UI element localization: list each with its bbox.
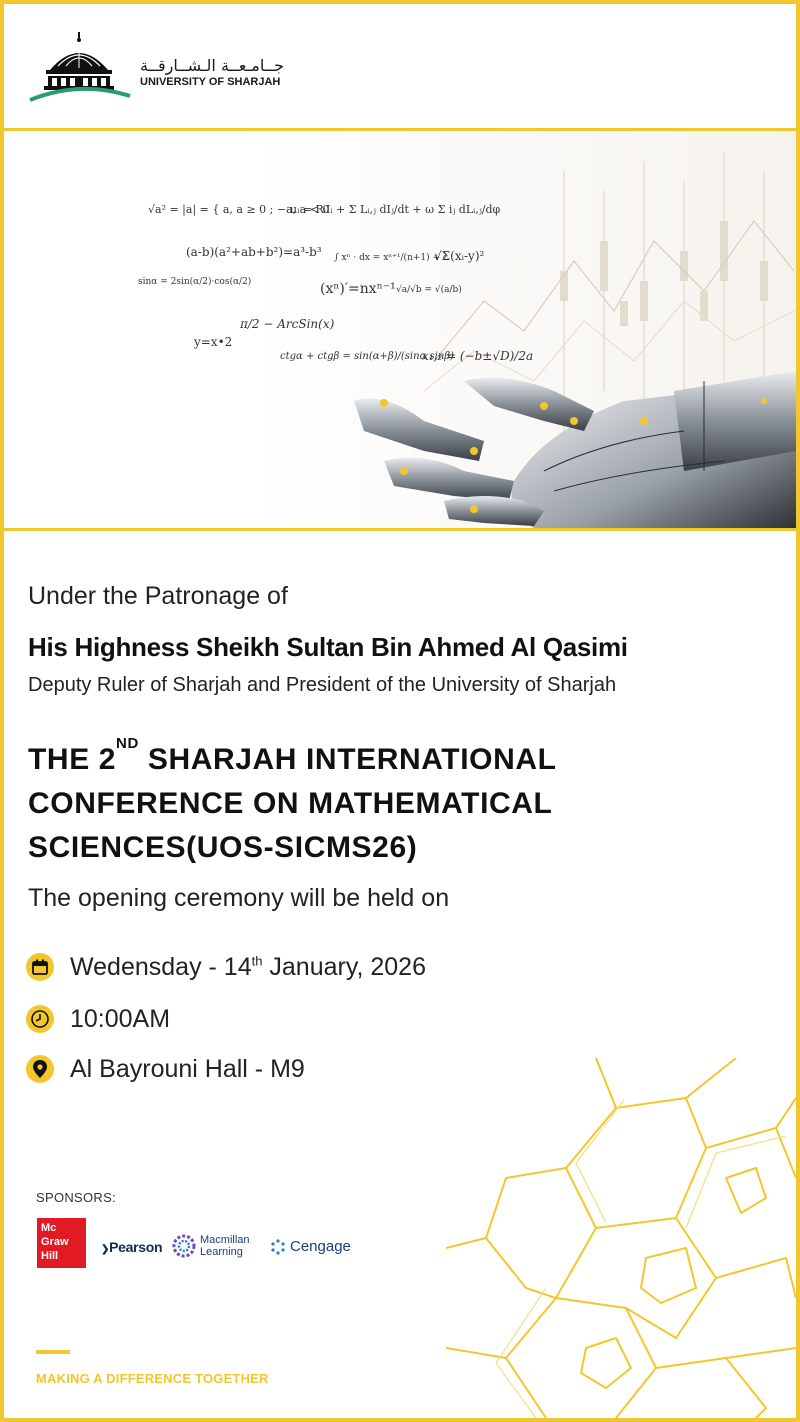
conference-title-line-2: CONFERENCE ON MATHEMATICAL [28, 787, 553, 820]
formula: sinα = 2sin(α/2)·cos(α/2) [138, 277, 252, 287]
formula: y=x•2 [194, 335, 233, 349]
opening-ceremony-text: The opening ceremony will be held on [28, 884, 450, 912]
conference-title-line-3: SCIENCES(UOS-SICMS26) [28, 831, 418, 864]
geometric-pattern [446, 1058, 796, 1418]
macmillan-learning-logo: Macmillan Learning [172, 1234, 250, 1258]
formula: uᵢ = RᵢIᵢ + Σ Lᵢ,ⱼ dIⱼ/dt + ω Σ iⱼ dLᵢ,ⱼ/dφ [290, 203, 501, 216]
event-date: Wedensday - 14th January, 2026 [70, 952, 426, 981]
event-location: Al Bayrouni Hall - M9 [70, 1054, 305, 1083]
university-dome-logo [28, 30, 132, 104]
event-time: 10:00AM [70, 1004, 171, 1033]
pearson-logo: ❯Pearson [101, 1239, 163, 1255]
footer-tagline: MAKING A DIFFERENCE TOGETHER [36, 1371, 269, 1386]
conference-title [28, 735, 708, 870]
calendar-icon [26, 953, 54, 981]
conference-title-line-1: THE 2ND SHARJAH INTERNATIONAL [28, 735, 557, 776]
formula: √Σ(xᵢ-y)² [434, 249, 485, 263]
tagline-accent-bar [36, 1350, 70, 1354]
sponsors-label: SPONSORS: [36, 1190, 116, 1205]
cengage-dots-icon [270, 1239, 286, 1255]
event-date-row [26, 952, 426, 982]
formula: √a/√b = √(a/b) [396, 285, 462, 295]
patron-title: Deputy Ruler of Sharjah and President of the University of Sharjah [28, 674, 617, 696]
patron-name: His Highness Sheikh Sultan Bin Ahmed Al Qasimi [28, 632, 628, 662]
university-name-english: UNIVERSITY OF SHARJAH [140, 76, 281, 88]
formula: π/2 − ArcSin(x) [240, 317, 335, 331]
clock-icon [26, 1005, 54, 1033]
university-name-arabic: جــامـعــة الـشــارقــة [140, 56, 285, 75]
bottom-border [0, 1418, 800, 1422]
formula: (xⁿ)′=nxⁿ⁻¹ [320, 281, 396, 297]
robotic-hand-icon [344, 361, 796, 528]
right-border [796, 0, 800, 1422]
formula: √a² = |a| = { a, a ≥ 0 ; −a, a < 0 [148, 203, 330, 216]
header [4, 4, 796, 128]
hero-image [4, 131, 796, 528]
cengage-logo: Cengage [270, 1238, 351, 1255]
patronage-intro: Under the Patronage of [28, 582, 288, 610]
macmillan-swirl-icon [172, 1234, 196, 1258]
event-location-row [26, 1054, 305, 1084]
formula: (a-b)(a²+ab+b²)=a³-b³ [186, 245, 322, 259]
event-time-row [26, 1004, 170, 1034]
hero-divider [0, 528, 800, 531]
formula: x₁,₂ = (−b±√D)/2a [422, 349, 534, 363]
formula: ∫ xⁿ · dx = xⁿ⁺¹/(n+1) + c [334, 253, 448, 263]
mcgraw-hill-logo: Mc Graw Hill [37, 1218, 86, 1268]
formula: ctgα + ctgβ = sin(α+β)/(sinα sinβ) [280, 351, 454, 362]
location-pin-icon [26, 1055, 54, 1083]
